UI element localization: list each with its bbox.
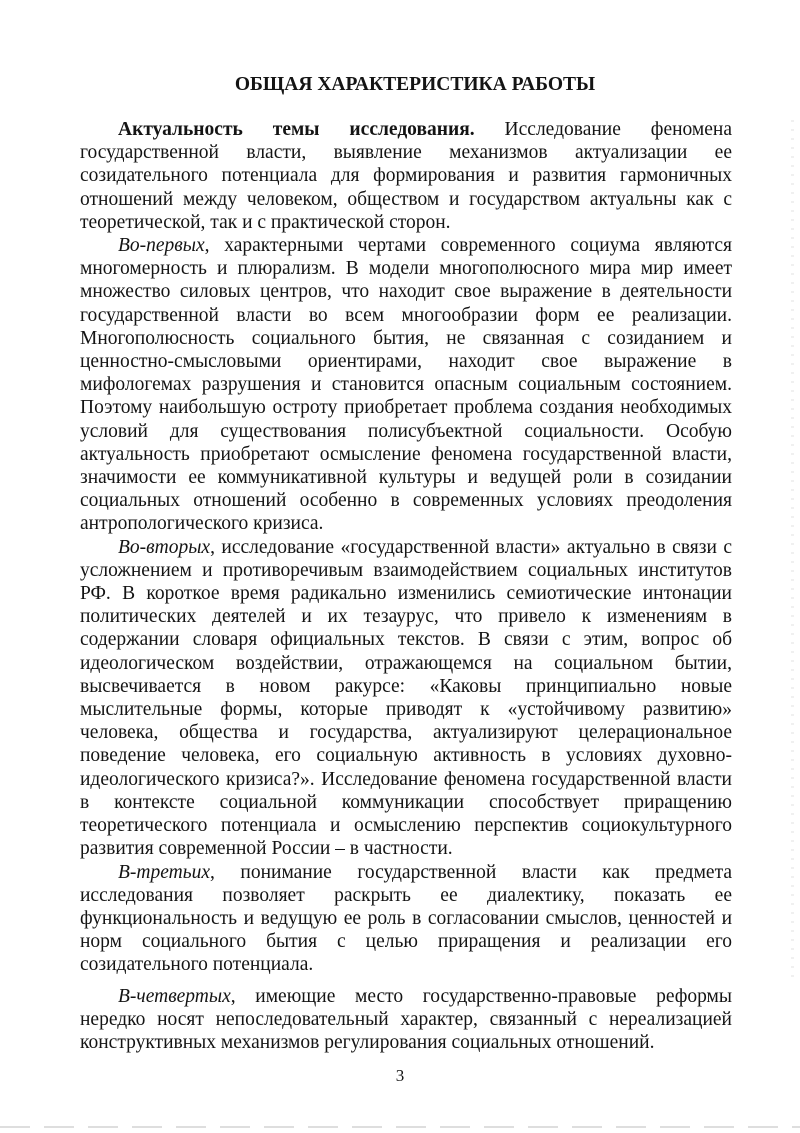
scan-edge-artifact — [791, 120, 794, 980]
paragraph-lead: В-третьих — [118, 861, 210, 883]
paragraph-first — [80, 234, 732, 536]
paragraph-lead: Актуальность темы исследования. — [118, 119, 475, 140]
paragraph-text: Исследование феномена государственной власти, выявление механизмов актуализации ее созидательного потенциала для формирования и развития гармоничных отношений между человеком, обществом и государством актуальны как с теоретической, так и с практической сторон. — [80, 119, 732, 233]
page-number: 3 — [395, 1066, 405, 1085]
paragraph-second — [80, 536, 732, 861]
scan-bottom-artifact — [0, 1126, 800, 1128]
paragraph-text: , характерными чертами современного социума являются многомерность и плюрализм. В модели многополюсного мира мир имеет множество силовых центров, что находит свое выражение в деятельности государственной власти во всем многообразии форм ее реализации. Многополюсность социального бытия, не связанная с созиданием и ценностно-смысловыми ориентирами, находит свое выражение в мифологемах разрушения и становится опасным социальным состоянием. Поэтому наибольшую остроту приобретает проблема создания необходимых условий для существования полисубъектной социальности. Особую актуальность приобретают осмысление феномена государственной власти, значимости ее коммуникативной культуры и ведущей роли в созидании социальных отношений особенно в современных условиях преодоления антропологического кризиса. — [80, 235, 732, 535]
paragraph-lead: Во-первых — [118, 235, 205, 257]
paragraph-relevance — [80, 118, 732, 234]
paragraph-text: , имеющие место государственно-правовые реформы нередко носят непоследовательный характер, связанный с нереализацией конструктивных механизмов регулирования социальных отношений. — [80, 985, 732, 1053]
paragraph-text: , понимание государственной власти как предмета исследования позволяет раскрыть ее диалектику, показать ее функциональность и ведущую ее роль в согласовании смыслов, ценностей и норм социального бытия с целью приращения и реализации его созидательного потенциала. — [80, 861, 732, 976]
section-title: ОБЩАЯ ХАРАКТЕРИСТИКА РАБОТЫ — [234, 74, 596, 95]
paragraph-lead: Во-вторых — [118, 536, 211, 558]
document-page — [80, 72, 732, 1054]
paragraph-third — [80, 861, 732, 977]
paragraph-fourth — [80, 985, 732, 1055]
paragraph-lead: В-четвертых — [118, 985, 231, 1007]
paragraph-text: , исследование «государственной власти» актуально в связи с усложнением и противоречивым взаимодействием социальных институтов РФ. В короткое время радикально изменились семиотические интонации политических деятелей и их тезаурус, что привело к изменениям в содержании словаря официальных текстов. В связи с этим, вопрос об идеологическом воздействии, отражающемся на социальном бытии, высвечивается в новом ракурсе: «Каковы принципиально новые мыслительные формы, которые приводят к «устойчивому развитию» человека, общества и государства, актуализируют целерациональное поведение человека, его социальную активность в условиях духовно-идеологического кризиса?». Исследование феномена государственной власти в контексте социальной коммуникации способствует приращению теоретического потенциала и осмыслению перспектив социокультурного развития современной России – в частности. — [80, 536, 732, 860]
